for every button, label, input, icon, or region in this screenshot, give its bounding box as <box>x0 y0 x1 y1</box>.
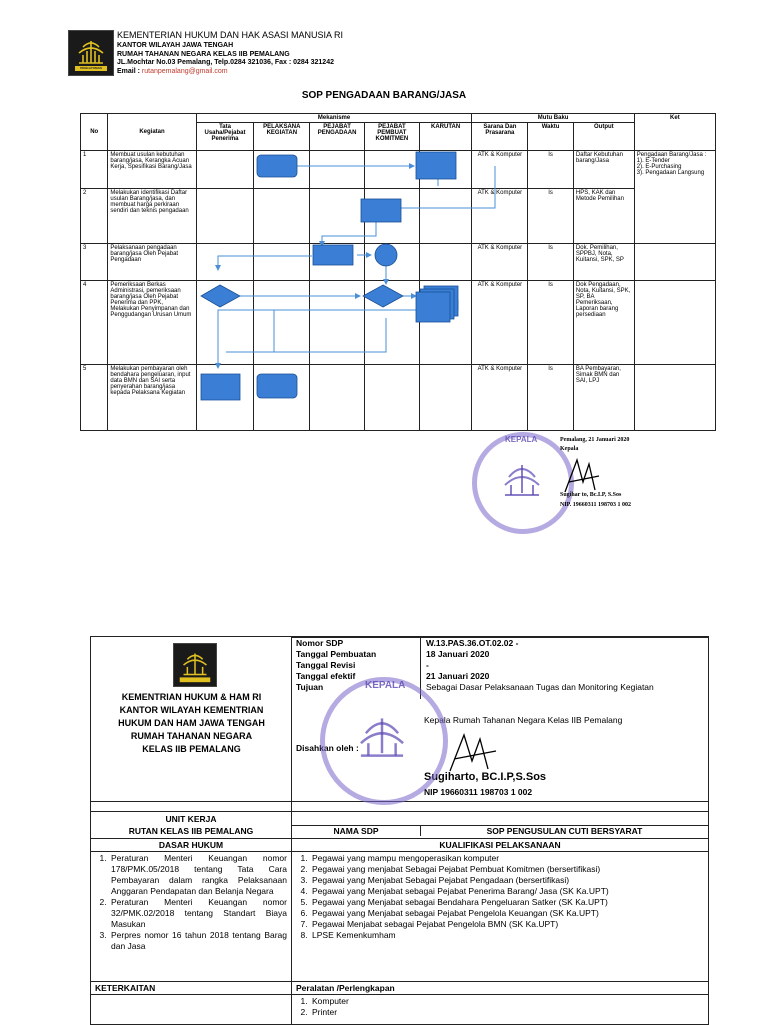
col-karutan: KARUTAN <box>419 123 472 151</box>
meta-nomor: Nomor SDP W.13.PAS.36.OT.02.02 - <box>296 638 519 648</box>
list-item: 2. Printer <box>310 1007 704 1018</box>
keterkaitan-label: KETERKAITAN <box>91 982 292 995</box>
org-name: KEMENTRIAN HUKUM & HAM RI KANTOR WILAYAH KEMENTRIAN HUKUM DAN HAM JAWA TENGAH RUMAH TAHANAN NEGARA KELAS IIB PEMALANG <box>118 692 265 754</box>
stamp-emblem-icon <box>497 455 547 505</box>
col-ket: Ket <box>634 114 715 151</box>
col-pelaksana: PELAKSANA KEGIATAN <box>254 123 310 151</box>
kualifikasi-label: KUALIFIKASI PELAKSANAAN <box>292 839 709 852</box>
col-mekanisme: Mekanisme <box>196 114 472 123</box>
col-ppk: PEJABAT PEMBUAT KOMITMEN <box>364 123 419 151</box>
sign-title: Kepala <box>560 446 579 452</box>
list-item: 1. Pegawai yang mampu mengoperasikan komputer <box>310 853 704 864</box>
stamp-emblem-icon <box>351 706 413 768</box>
list-item: 3. Pegawai yang Menjabat Sebagai Pejabat Pengadaan (bersertifikasi) <box>310 875 704 886</box>
disahkan-label: Disahkan oleh : <box>296 743 359 753</box>
table-row: 2 Melakukan identifikasi Daftar usulan Barang/jasa, dan membuat harga perkiraan sendiri dan teknis pengadaan ATK & Komputer Is HPS, KAK dan Metode Pemilihan <box>81 189 716 244</box>
nama-sdp-label: NAMA SDP <box>292 826 421 836</box>
sop-table <box>80 113 716 431</box>
list-item: 6. Pegawai yang Menjabat sebagai Pejabat Pengelola Keuangan (SK Ka.UPT) <box>310 908 704 919</box>
table-row: 5 Melakukan pembayaran oleh bendahara pengeluaran, input data BMN dan SAI serta penyerahan barang/jasa kepada Pelaksana Kegiatan ATK & Komputer Is BA Pembayaran, Simak BMN dan SAI, LPJ <box>81 365 716 431</box>
meta-tgl-pembuatan: Tanggal Pembuatan 18 Januari 2020 <box>296 649 490 659</box>
sop-identity-table <box>90 636 709 1025</box>
nama-sdp-value: SOP PENGUSULAN CUTI BERSYARAT <box>486 826 643 836</box>
list-item: 4. Pegawai yang Menjabat sebagai Pejabat Penerima Barang/ Jasa (SK Ka.UPT) <box>310 886 704 897</box>
stamp-label-2: KEPALA <box>365 680 406 691</box>
header-institution: RUMAH TAHANAN NEGARA KELAS IIB PEMALANG <box>117 51 290 58</box>
kepala-line: Kepala Rumah Tahanan Negara Kelas IIB Pemalang <box>424 715 623 725</box>
dasar-hukum-list <box>91 852 292 982</box>
col-pejabat-pengadaan: PEJABAT PENGADAAN <box>310 123 365 151</box>
kualifikasi-list <box>292 852 709 982</box>
unit-kerja: UNIT KERJA RUTAN KELAS IIB PEMALANG <box>91 812 292 839</box>
email-link[interactable]: rutanpemalang@gmail.com <box>141 68 228 75</box>
org-cell <box>91 637 292 802</box>
list-item: 1. Peraturan Menteri Keuangan nomor 178/PMK.05/2018 tentang Tata Cara Pembayaran dalam rangka Pelaksanaan Anggaran Pendapatan dan Belanja Negara <box>109 853 287 897</box>
list-item: 2. Pegawai yang menjabat Sebagai Pejabat Pembuat Komitmen (bersertifikasi) <box>310 864 704 875</box>
pengayoman-emblem-icon <box>174 644 216 686</box>
list-item: 5. Pegawai yang Menjabat sebagai Bendahara Pengeluaran Satker (SK Ka.UPT) <box>310 897 704 908</box>
ministry-logo <box>68 30 114 76</box>
col-mutu-baku: Mutu Baku <box>472 114 634 123</box>
peralatan-label: Peralatan /Perlengkapan <box>292 982 709 995</box>
nama-sdp-cell <box>292 812 709 839</box>
table-row: 3 Pelaksanaan pengadaan barang/jasa Oleh Pejabat Pengadaan ATK & Komputer Is Dok. Pemilihan, SPPBJ, Nota, Kuitansi, SPK, SP <box>81 244 716 281</box>
list-item: 7. Pegawai Menjabat sebagai Pejabat Pengelola BMN (SK Ka.UPT) <box>310 919 704 930</box>
dasar-hukum-label: DASAR HUKUM <box>91 839 292 852</box>
official-stamp-2 <box>320 677 448 805</box>
table-row: 4 Pemeriksaan Berkas Administrasi, pemeriksaan barang/jasa Oleh Pejabat Penerima dan PPK, Melakukan Penyimpanan dan Penggudangan Urusan Umum ATK & Komputer Is Dok Pengadaan, Nota, Kuitansi, SPK, SP, BA Pemeriksaan, Laporan barang persediaan <box>81 281 716 365</box>
sig2-nip: NIP 19660311 198703 1 002 <box>424 787 533 797</box>
peralatan-list <box>292 995 709 1025</box>
col-waktu: Waktu <box>528 123 574 151</box>
header-office: KANTOR WILAYAH JAWA TENGAH <box>117 42 234 49</box>
sign-place-date: Pemalang, 21 Januari 2020 <box>560 437 630 443</box>
stamp-label: KEPALA <box>505 435 538 444</box>
header-ministry: KEMENTERIAN HUKUM DAN HAK ASASI MANUSIA RI <box>117 30 344 40</box>
logo-caption: PENGAYOMAN <box>80 66 102 70</box>
list-item: 3. Perpres nomor 16 tahun 2018 tentang Barag dan Jasa <box>109 930 287 952</box>
col-output: Output <box>573 123 634 151</box>
list-item: 8. LPSE Kemenkumham <box>310 930 704 941</box>
meta-cell <box>292 637 709 802</box>
list-item: 2. Peraturan Menteri Keuangan nomor 32/PMK.02/2018 tentang Standart Biaya Masukan <box>109 897 287 930</box>
list-item: 1. Komputer <box>310 996 704 1007</box>
header-email: Email : rutanpemalang@gmail.com <box>117 68 228 75</box>
meta-tgl-revisi: Tanggal Revisi - <box>296 660 429 670</box>
col-no: No <box>81 114 108 151</box>
col-tata-usaha: Tata Usaha/Pejabat Penerima <box>196 123 254 151</box>
sign-name: Sugihar to, Bc.I.P, S.Sos <box>560 492 622 498</box>
col-kegiatan: Kegiatan <box>108 114 196 151</box>
org-logo <box>173 643 217 687</box>
meta-tgl-efektif: Tanggal efektif 21 Januari 2020 <box>296 671 490 681</box>
header-address: JL.Mochtar No.03 Pemalang, Telp.0284 321036, Fax : 0284 321242 <box>117 59 334 66</box>
sign-nip: NIP. 19660311 198703 1 002 <box>560 502 631 508</box>
meta-tujuan: Tujuan Sebagai Dasar Pelaksanaan Tugas dan Monitoring Kegiatan <box>296 682 654 692</box>
ket-cell: Pengadaan Barang/Jasa : 1). E-Tender 2). E-Purchasing 3). Pengadaan Langsung <box>634 151 715 244</box>
table-row: 1 Membuat usulan kebutuhan barang/jasa, Kerangka Acuan Kerja, Spesifikasi Barang/Jasa ATK & Komputer Is Daftar Kebutuhan barang/Jasa Pengadaan Barang/Jasa : 1). E-Tender 2). E-Purchasing 3). Pengadaan Langsung <box>81 151 716 189</box>
sig2-name: Sugiharto, BC.I.P,S.Sos <box>424 771 547 783</box>
col-sarana: Sarana Dan Prasarana <box>472 123 528 151</box>
sop-title: SOP PENGADAAN BARANG/JASA <box>301 90 467 101</box>
